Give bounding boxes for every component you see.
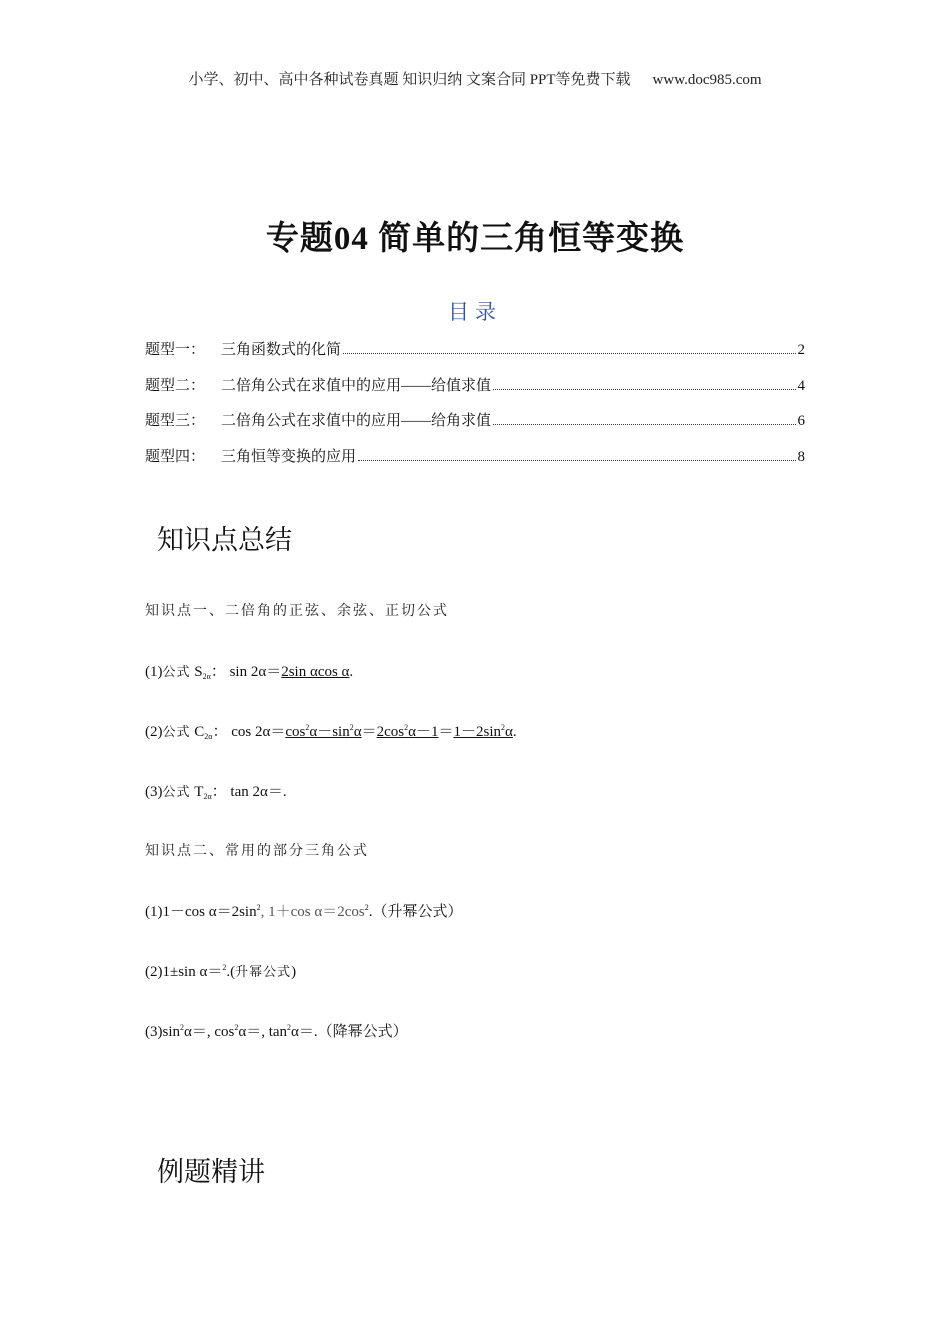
- formula-part: .（升幂公式）: [368, 904, 463, 920]
- formula-name: T: [194, 784, 204, 800]
- formula-number: (1): [145, 664, 163, 680]
- formula-separator: ：: [212, 724, 228, 740]
- formula-part: α＝.（降幂公式）: [291, 1024, 408, 1040]
- formula-subscript: 2α: [204, 732, 213, 741]
- formula-exponent: 2: [287, 1023, 292, 1032]
- toc-item-text: 二倍角公式在求值中的应用——给值求值: [221, 377, 492, 394]
- toc-item-label: 题型四：: [145, 448, 206, 465]
- formula-part: cos: [285, 724, 306, 740]
- formula-end: .: [512, 724, 517, 740]
- formula-separator: ：: [211, 784, 227, 800]
- toc-item-page: 6: [797, 413, 805, 429]
- formula-part: (3)sin: [145, 1024, 180, 1040]
- formula-exponent: 2: [222, 963, 227, 972]
- formula-part: (2)1±sin α＝: [145, 964, 223, 980]
- toc-item-label: 题型一：: [145, 342, 206, 358]
- toc-item[interactable]: [145, 374, 805, 410]
- formula-label: 公式: [162, 725, 191, 740]
- toc-item-page: 8: [797, 448, 805, 465]
- toc-item-text: 三角函数式的化简: [221, 342, 342, 358]
- formula-answer: [453, 724, 512, 740]
- header-site-link[interactable]: www.doc985.com: [652, 72, 762, 88]
- document-title: 专题04 简单的三角恒等变换: [265, 221, 685, 257]
- formula-exponent: 2: [180, 1023, 184, 1032]
- toc-leader-dots: [343, 353, 795, 354]
- formula-power-raise-2: [145, 960, 296, 981]
- formula-power-raise-1: [145, 900, 462, 921]
- header-text: 小学、初中、高中各种试卷真题 知识归纳 文案合同 PPT等免费下载: [188, 72, 631, 88]
- formula-part: α－1: [408, 724, 439, 740]
- formula-part: α＝, tan: [238, 1024, 288, 1040]
- knowledge-point-1-title: 知识点一、二倍角的正弦、余弦、正切公式: [145, 603, 449, 619]
- formula-part: ): [291, 964, 297, 980]
- toc-item-page: 2: [797, 342, 805, 358]
- formula-equals: ＝: [361, 724, 377, 740]
- toc-item-page: 4: [797, 377, 805, 394]
- formula-power-reduce: [145, 1020, 408, 1041]
- formula-exponent: 2: [404, 723, 409, 732]
- toc-item[interactable]: [145, 445, 805, 481]
- table-of-contents: [145, 338, 805, 480]
- toc-leader-dots: [493, 389, 795, 390]
- formula-subscript: 2α: [203, 792, 212, 801]
- formula-exponent: 2: [349, 723, 354, 732]
- formula-answer: 2sin αcos α: [281, 664, 350, 680]
- formula-exponent: 2: [256, 903, 261, 912]
- formula-part: (1)1－cos α＝2sin: [145, 904, 257, 920]
- formula-subscript: 2α: [202, 672, 211, 681]
- formula-note: 升幂公式: [235, 965, 292, 980]
- toc-item[interactable]: [145, 338, 805, 374]
- formula-part: α: [353, 724, 362, 740]
- formula-part: 1－2sin: [453, 724, 501, 740]
- toc-item[interactable]: [145, 409, 805, 445]
- toc-heading: 目录: [448, 300, 502, 324]
- section-heading-examples: 例题精讲: [157, 1157, 265, 1188]
- formula-exponent: 2: [234, 1023, 239, 1032]
- formula-label: 公式: [162, 665, 191, 680]
- page-header: [0, 68, 950, 89]
- formula-answer: [285, 724, 361, 740]
- formula-equals: ＝: [438, 724, 454, 740]
- formula-exponent: 2: [305, 723, 310, 732]
- formula-answer: [377, 724, 439, 740]
- toc-item-text: 三角恒等变换的应用: [221, 448, 357, 465]
- toc-item-label: 题型三：: [145, 413, 206, 429]
- formula-s2a: [145, 660, 353, 681]
- formula-part: , 1＋cos α＝2cos: [260, 904, 365, 920]
- formula-lhs: sin 2α＝: [229, 664, 282, 680]
- toc-leader-dots: [358, 460, 795, 461]
- formula-part: .(: [226, 964, 236, 980]
- formula-c2a: [145, 720, 517, 741]
- formula-part: α＝, cos: [184, 1024, 235, 1040]
- formula-name: S: [194, 664, 203, 680]
- formula-number: (2): [145, 724, 163, 740]
- formula-number: (3): [145, 784, 163, 800]
- formula-name: C: [194, 724, 205, 740]
- formula-part: α: [505, 724, 513, 740]
- formula-exponent: 2: [364, 903, 369, 912]
- formula-part: 2cos: [376, 724, 405, 740]
- formula-lhs: cos 2α＝: [231, 724, 286, 740]
- section-heading-summary: 知识点总结: [157, 525, 292, 556]
- toc-item-text: 二倍角公式在求值中的应用——给角求值: [221, 413, 492, 429]
- toc-leader-dots: [493, 424, 795, 425]
- formula-lhs: tan 2α＝.: [230, 784, 287, 800]
- formula-t2a: [145, 780, 287, 801]
- formula-part: α－sin: [309, 724, 350, 740]
- formula-label: 公式: [162, 785, 191, 800]
- formula-exponent: 2: [501, 723, 505, 732]
- toc-item-label: 题型二：: [145, 377, 206, 394]
- formula-end: .: [349, 664, 354, 680]
- formula-separator: ：: [210, 664, 226, 680]
- knowledge-point-2-title: 知识点二、常用的部分三角公式: [145, 843, 369, 859]
